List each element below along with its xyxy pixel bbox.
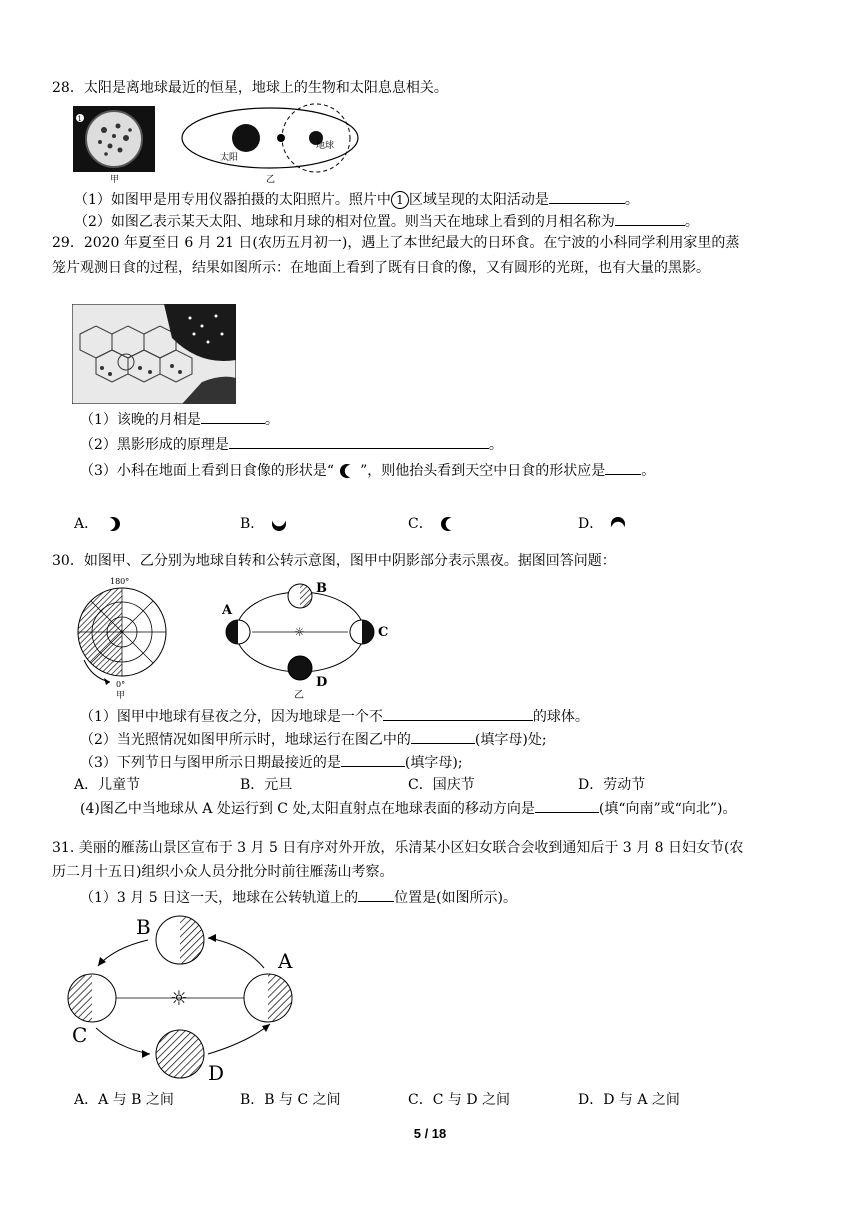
circled-one-icon [391, 191, 409, 209]
q30-fig-jia-label: 甲 [116, 691, 126, 700]
q29-sub2-text-b: 。 [488, 437, 503, 453]
q30-answer-blank-4[interactable] [535, 798, 599, 813]
q29-sub1-text-b: 。 [264, 412, 279, 428]
q30-option-c[interactable]: C．国庆节 [408, 777, 475, 793]
q30-option-d[interactable]: D．劳动节 [578, 777, 646, 793]
q31-label-c: C [72, 1023, 88, 1047]
q29-option-c-label: C． [408, 516, 433, 532]
q28-sub1 [74, 189, 639, 210]
q29-sub2-text-a: （2）黑影形成的原理是 [80, 437, 229, 453]
q30-sub2-text-a: （2）当光照情况如图甲所示时，地球运行在图乙中的 [80, 732, 411, 748]
q30-sub1-text-a: （1）图甲中地球有昼夜之分，因为地球是一个不 [80, 709, 383, 725]
q28-sub2-text-b: 。 [684, 214, 699, 230]
q29-answer-blank-1[interactable] [201, 409, 265, 424]
q29-sub3-text-b: ”，则他抬头看到天空中日食的形状应是 [360, 463, 606, 479]
q30-label-0: 0° [116, 680, 126, 689]
q29-answer-blank-2[interactable] [229, 434, 489, 449]
q31-sub1-text-a: （1）3 月 5 日这一天，地球在公转轨道上的 [80, 890, 359, 906]
q30-label-a: A [222, 603, 233, 618]
page-number: 5 / 18 [413, 1126, 447, 1141]
left-crescent-icon [439, 515, 457, 533]
q30-sub3-text-b: (填字母); [404, 755, 463, 771]
q30-sub2-text-b: (填字母)处; [474, 732, 547, 748]
q28-sub2 [74, 211, 699, 232]
q31-sub1 [80, 887, 517, 908]
q30-sub2 [80, 729, 547, 750]
q30-answer-blank-3[interactable] [341, 752, 405, 767]
q29-option-d[interactable] [578, 514, 627, 534]
crescent-eclipse-icon [334, 462, 360, 480]
q30-sub4-text-b: (填“向南”或“向北”)。 [598, 801, 737, 817]
q31-option-a[interactable]: A．A 与 B 之间 [74, 1092, 174, 1108]
q29-sub3-text-a: （3）小科在地面上看到日食像的形状是“ [80, 463, 335, 479]
q31-option-d[interactable]: D．D 与 A 之间 [578, 1092, 680, 1108]
q30-sub3-text-a: （3）下列节日与图甲所示日期最接近的是 [80, 755, 341, 771]
q31-option-b[interactable]: B．B 与 C 之间 [240, 1092, 341, 1108]
q30-option-b[interactable]: B．元旦 [240, 777, 293, 793]
q31-sun-icon: ☼ [170, 986, 188, 1010]
q31-label-b: B [136, 915, 151, 939]
q29-option-b[interactable] [240, 514, 288, 534]
q29-sub1 [80, 409, 279, 430]
q30-sub1-text-b: 的球体。 [532, 709, 589, 725]
bottom-crescent-icon [270, 515, 288, 533]
right-crescent-icon [104, 515, 122, 533]
q30-figure [70, 574, 400, 700]
top-crescent-icon [609, 515, 627, 533]
q29-option-b-label: B． [240, 516, 265, 532]
q28-fig-yi-label: 乙 [266, 175, 276, 184]
q30-sub3 [80, 752, 463, 773]
q30-answer-blank-2[interactable] [411, 729, 475, 744]
q30-option-a[interactable]: A．儿童节 [74, 777, 141, 793]
q30-fig-yi-label: 乙 [294, 690, 304, 700]
q28-earth-label: 地球 [316, 141, 335, 151]
circled-one-number: 1 [396, 193, 404, 207]
q28-sun-label: 太阳 [220, 153, 239, 163]
sun-icon: ☼ [294, 625, 305, 639]
q31-orbit-figure [58, 910, 308, 1082]
q30-sub4-text-a: (4)图乙中当地球从 A 处运行到 C 处,太阳直射点在地球表面的移动方向是 [80, 801, 535, 817]
q28-sub1-text-c: 。 [624, 192, 639, 208]
q29-option-a-label: A． [74, 516, 99, 532]
q31-stem-line1: 31. 美丽的雁荡山景区宣布于 3 月 5 日有序对外开放，乐清某小区妇女联合会收到通知后于 3 月 8 日妇女节(农 [52, 840, 744, 856]
q29-stem-line2: 笼片观测日食的过程，结果如图所示：在地面上看到了既有日食的像，又有圆形的光斑，也有大量的黑影。 [52, 260, 710, 276]
q30-sub1 [80, 706, 589, 727]
q29-sub1-text-a: （1）该晚的月相是 [80, 412, 201, 428]
q31-label-a: A [278, 949, 293, 973]
q29-steamer-photo [72, 304, 236, 404]
q29-sub3-text-c: 。 [641, 463, 656, 479]
q30-answer-blank-1[interactable] [383, 706, 533, 721]
q31-stem-line2: 历二月十五日)组织小众人员分批分时前往雁荡山考察。 [52, 864, 394, 880]
q28-sub1-text-a: （1）如图甲是用专用仪器拍摄的太阳照片。照片中 [74, 192, 391, 208]
q28-stem: 28．太阳是离地球最近的恒星，地球上的生物和太阳息息相关。 [52, 80, 448, 96]
q30-label-180: 180° [110, 577, 130, 586]
q30-sub4 [80, 798, 736, 819]
q28-figure [70, 102, 370, 184]
q28-sub2-text-a: （2）如图乙表示某天太阳、地球和月球的相对位置。则当天在地球上看到的月相名称为 [74, 214, 615, 230]
q31-option-c[interactable]: C．C 与 D 之间 [408, 1092, 510, 1108]
q31-sub1-text-b: 位置是(如图所示)。 [394, 890, 518, 906]
q31-answer-blank-1[interactable] [358, 887, 394, 902]
q29-sub2 [80, 434, 503, 455]
q29-option-c[interactable] [408, 514, 457, 534]
q28-fig-jia-label: 甲 [110, 175, 120, 184]
q28-answer-blank-1[interactable] [549, 189, 625, 204]
svg-text:1: 1 [77, 115, 82, 123]
q28-answer-blank-2[interactable] [615, 211, 685, 226]
q30-label-c: C [378, 625, 389, 640]
q29-option-a[interactable] [74, 514, 122, 534]
q29-answer-blank-3[interactable] [605, 460, 641, 475]
q30-stem: 30．如图甲、乙分别为地球自转和公转示意图，图甲中阴影部分表示黑夜。据图回答问题： [52, 553, 616, 569]
q31-label-d: D [208, 1061, 225, 1082]
q30-label-d: D [316, 675, 328, 690]
q30-label-b: B [316, 581, 327, 596]
q28-sub1-text-b: 区域呈现的太阳活动是 [408, 192, 549, 208]
q29-sub3 [80, 460, 655, 481]
q29-option-d-label: D． [578, 516, 604, 532]
q29-stem-line1: 29．2020 年夏至日 6 月 21 日(农历五月初一)，遇上了本世纪最大的日环食。在宁波的小科同学利用家里的蒸 [52, 235, 740, 251]
